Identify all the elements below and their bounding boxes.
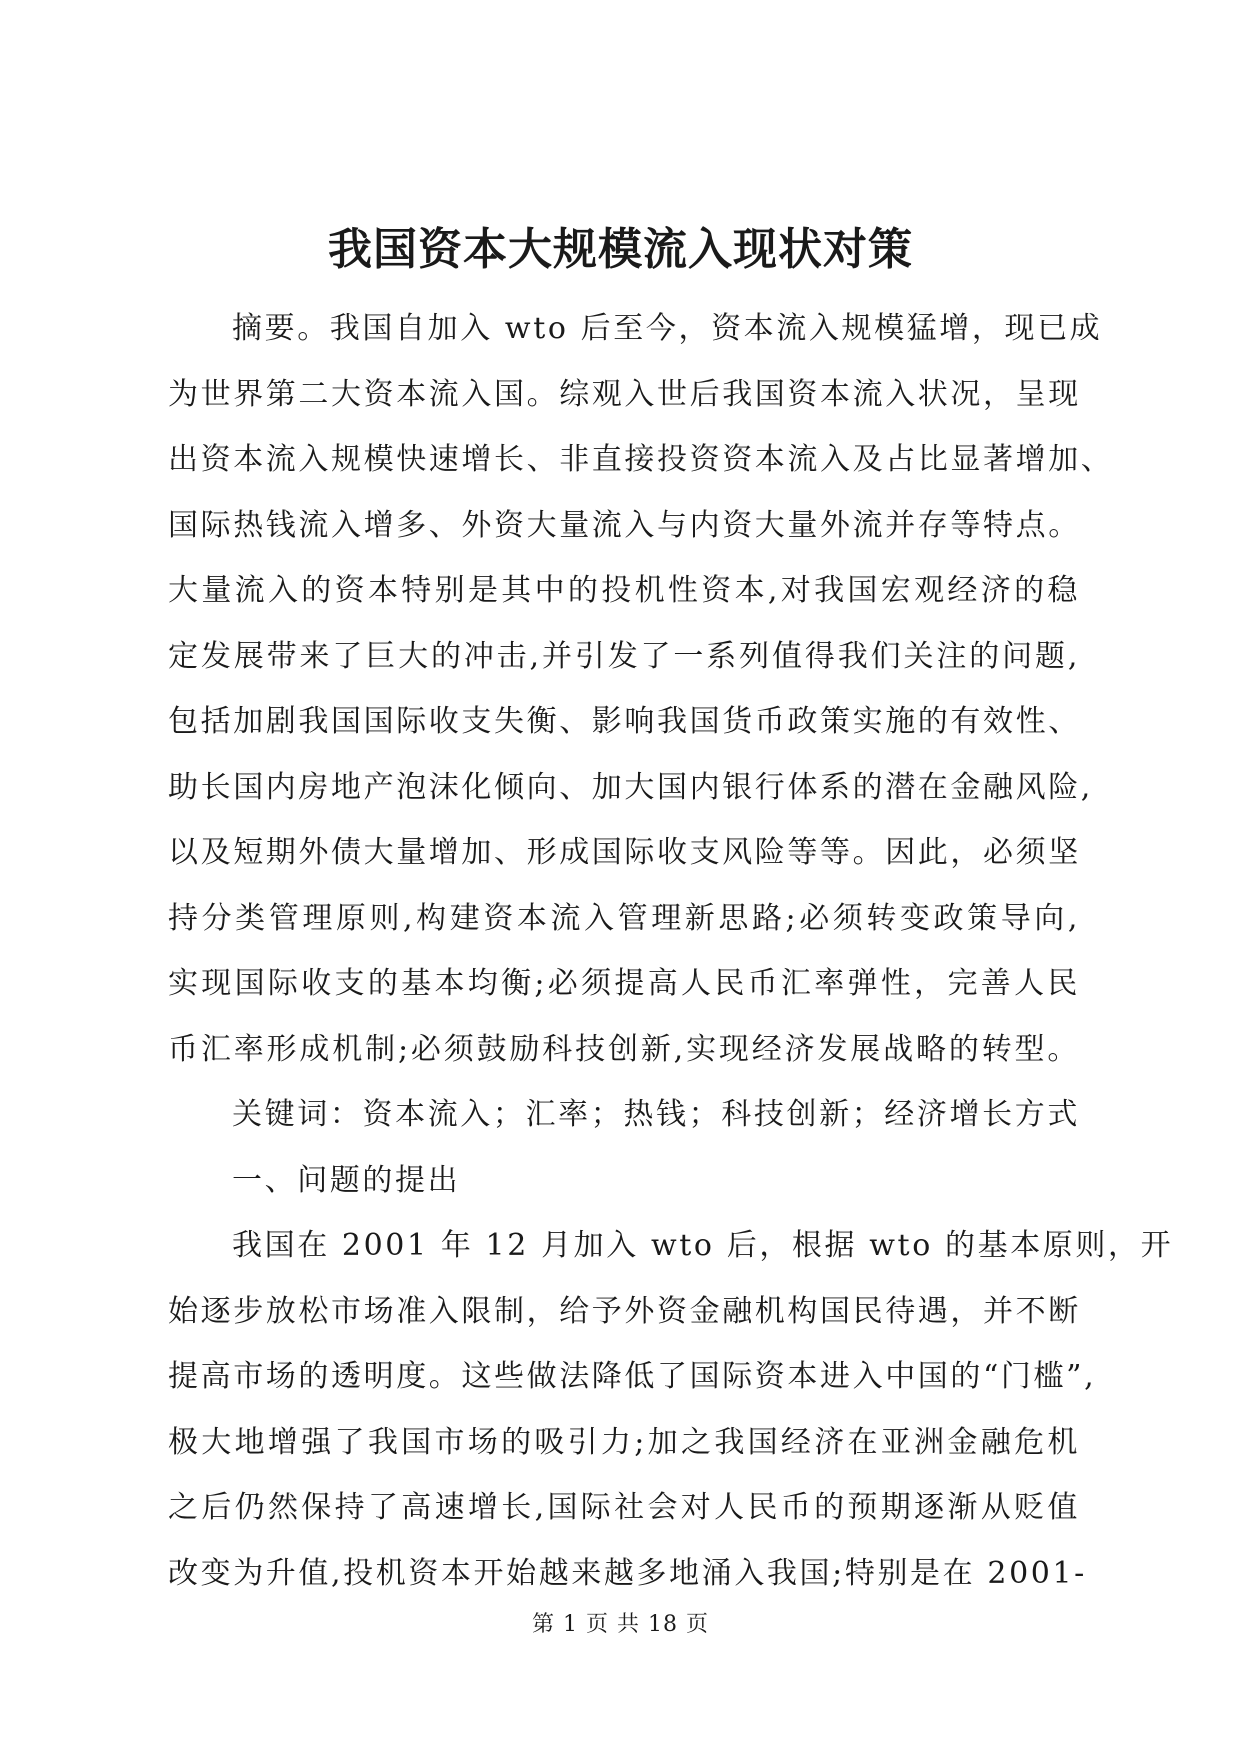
paragraph-line: 出资本流入规模快速增长、非直接投资资本流入及占比显著增加、 [168,442,1114,477]
paragraph-line: 以及短期外债大量增加、形成国际收支风险等等。因此，必须坚 [168,835,1081,870]
paragraph-line: 定发展带来了巨大的冲击,并引发了一系列值得我们关注的问题, [168,638,1080,674]
keywords-line: 关键词：资本流入；汇率；热钱；科技创新；经济增长方式 [232,1097,1080,1132]
section-heading: 一、问题的提出 [232,1162,461,1198]
paragraph-line: 国际热钱流入增多、外资大量流入与内资大量外流并存等特点。 [168,507,1081,543]
paragraph-line: 助长国内房地产泡沫化倾向、加大国内银行体系的潜在金融风险, [168,769,1093,805]
page-number-footer: 第 1 页 共 18 页 [532,1612,709,1637]
paragraph-line: 持分类管理原则,构建资本流入管理新思路;必须转变政策导向, [168,900,1080,936]
paragraph-line: 改变为升值,投机资本开始越来越多地涌入我国;特别是在 2001- [168,1555,1087,1591]
paragraph-line: 极大地增强了我国市场的吸引力;加之我国经济在亚洲金融危机 [168,1424,1080,1460]
paragraph-line: 为世界第二大资本流入国。综观入世后我国资本流入状况，呈现 [168,376,1081,412]
document-title: 我国资本大规模流入现状对策 [328,224,913,275]
paragraph-line: 摘要。我国自加入 wto 后至今，资本流入规模猛增，现已成 [232,311,1103,346]
paragraph-line: 提高市场的透明度。这些做法降低了国际资本进入中国的“门槛”, [168,1359,1097,1394]
paragraph-line: 我国在 2001 年 12 月加入 wto 后，根据 wto 的基本原则，开 [232,1228,1174,1263]
paragraph-line: 币汇率形成机制;必须鼓励科技创新,实现经济发展战略的转型。 [168,1031,1080,1067]
document-body [168,296,1174,1606]
paragraph-line: 之后仍然保持了高速增长,国际社会对人民币的预期逐渐从贬值 [168,1490,1080,1525]
paragraph-line: 始逐步放松市场准入限制，给予外资金融机构国民待遇，并不断 [168,1293,1081,1329]
paragraph-line: 大量流入的资本特别是其中的投机性资本,对我国宏观经济的稳 [168,573,1080,608]
paragraph-line: 包括加剧我国国际收支失衡、影响我国货币政策实施的有效性、 [168,704,1081,739]
paragraph-line: 实现国际收支的基本均衡;必须提高人民币汇率弹性，完善人民 [168,966,1080,1001]
